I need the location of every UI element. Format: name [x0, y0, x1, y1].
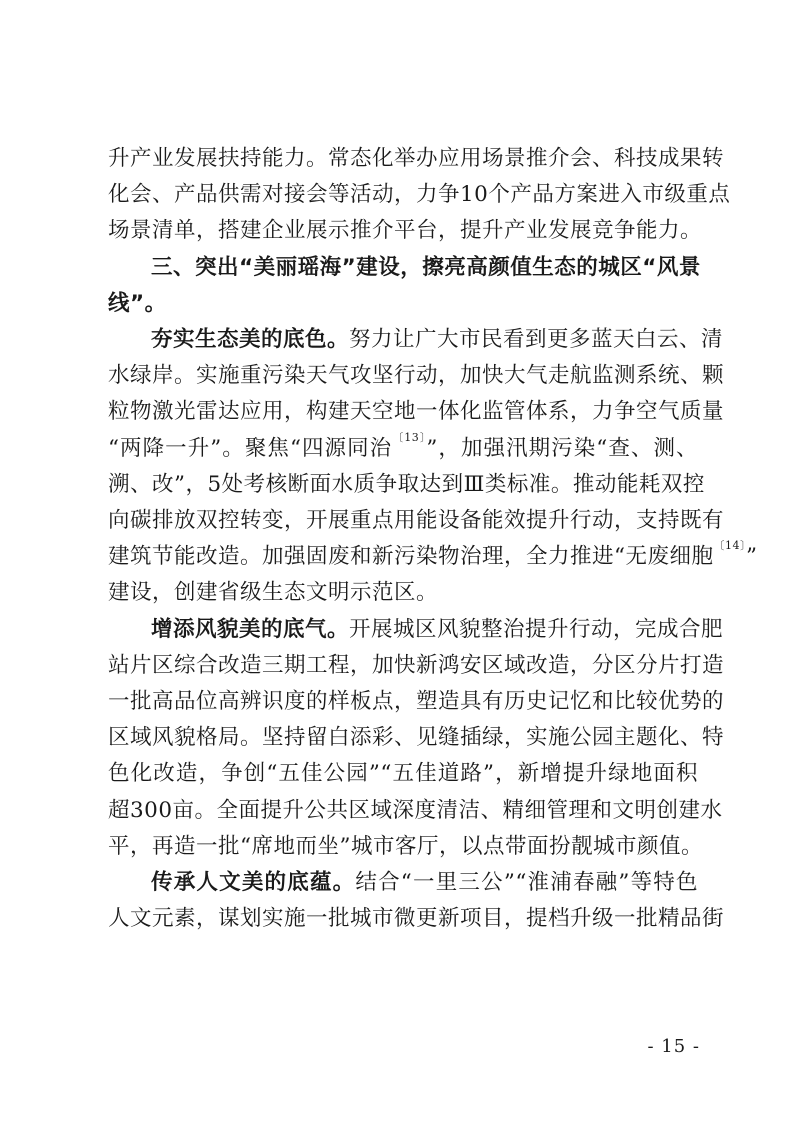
line-text: 场景清单，搭建企业展示推介平台，提升产业发展竞争能力。 [108, 218, 703, 244]
paragraph-lead: 夯实生态美的底色。 [151, 327, 350, 352]
line-text: 色化改造，争创“五佳公园”“五佳道路”，新增提升绿地面积 [108, 761, 698, 787]
paragraph-lead: 传承人文美的底蕴。 [151, 870, 356, 895]
line-text: 水绿岸。实施重污染天气攻坚行动，加快大气走航监测系统、颗 [108, 363, 725, 389]
text-line [108, 685, 725, 719]
page-number: - 15 - [647, 1036, 700, 1057]
line-text: 超300亩。全面提升公共区域深度清洁、精细管理和文明创建水 [108, 797, 723, 823]
text-line [108, 539, 758, 574]
text-line [151, 866, 698, 900]
text-line [108, 432, 698, 466]
text-line [108, 504, 725, 538]
text-line [108, 178, 731, 212]
section-heading-line [108, 287, 698, 321]
line-text: “两降一升”。聚焦“四源同治 [108, 435, 393, 461]
text-line [108, 468, 705, 502]
line-text: 建筑节能改造。加强固废和新污染物治理，全力推进“无废细胞 [108, 544, 714, 570]
text-line [108, 721, 725, 755]
line-text: 平，再造一批“席地而坐”城市客厅，以点带面扮靓城市颜值。 [108, 833, 703, 859]
line-text: 区域风貌格局。坚持留白添彩、见缝插绿，实施公园主题化、特 [108, 725, 725, 751]
text-line [108, 757, 698, 791]
text-line [108, 214, 703, 248]
line-text: 粒物激光雷达应用，构建天空地一体化监管体系，力争空气质量 [108, 399, 725, 425]
line-text: 化会、产品供需对接会等活动，力争10个产品方案进入市级重点 [108, 182, 731, 208]
section-heading-line [151, 251, 701, 285]
footnote-marker: 〔14〕 [713, 539, 746, 553]
line-text: 站片区综合改造三期工程，加快新鸿安区域改造，分区分片打造 [108, 652, 725, 678]
line-text: 向碳排放双控转变，开展重点用能设备能效提升行动，支持既有 [108, 508, 725, 533]
text-line [108, 395, 725, 429]
text-line [108, 649, 725, 683]
text-line [108, 359, 725, 393]
line-text: 一批高品位高辨识度的样板点，塑造具有历史记忆和比较优势的 [108, 689, 725, 714]
text-line [108, 830, 703, 864]
text-line [108, 794, 723, 828]
text-line [108, 142, 725, 176]
line-text: 建设，创建省级生态文明示范区。 [108, 580, 439, 606]
line-text-tail: ”，加强汛期污染“查、测、 [426, 435, 698, 461]
line-text: 溯、改”，5处考核断面水质争取达到Ⅲ类标准。推动能耗双控 [108, 471, 705, 497]
text-line [151, 613, 724, 647]
paragraph-lead: 增添风貌美的底气。 [151, 616, 350, 642]
line-text: 三、突出“美丽瑶海”建设，擦亮高颜值生态的城区“风景 [151, 254, 701, 280]
line-text: 人文元素，谋划实施一批城市微更新项目，提档升级一批精品街 [108, 906, 725, 932]
line-text: 升产业发展扶持能力。常态化举办应用场景推介会、科技成果转 [108, 146, 725, 171]
footnote-marker: 〔13〕 [392, 430, 427, 444]
text-line [108, 576, 698, 610]
line-text: 开展城区风貌整治提升行动，完成合肥 [349, 616, 724, 642]
line-text: 线”。 [108, 290, 167, 316]
line-text-tail: ” [746, 544, 758, 570]
text-line [151, 323, 724, 357]
text-line [108, 902, 725, 936]
line-text: 结合“一里三公”“淮浦春融”等特色 [355, 870, 698, 895]
line-text: 努力让广大市民看到更多蓝天白云、清 [349, 327, 724, 352]
